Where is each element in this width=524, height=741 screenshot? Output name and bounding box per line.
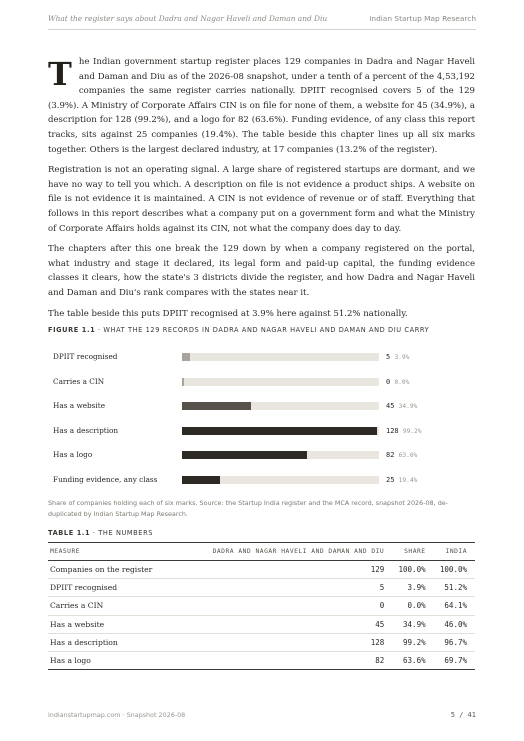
- table-cell: 63.6%: [392, 651, 433, 669]
- table-cell: 96.7%: [434, 633, 475, 651]
- figure-title: [48, 326, 475, 334]
- table-row: [48, 561, 475, 579]
- running-title: What the register says about Dadra and Nagar Haveli and Daman and Diu: [48, 14, 328, 23]
- paragraph-1-text: he Indian government startup register places 129 companies in Dadra and Nagar Haveli and Daman and Diu as of the 2026-08 snapshot, under a tenth of a percent of the 4,53,192 companies the same register carries nationally. DPIIT recognised covers 5 of the 129 (3.9%). A Ministry of Corporate Affairs CIN is on file for none of them, a website for 45 (34.9%), a description for 128 (99.2%), and a logo for 82 (63.6%). Funding evidence, of any class this report tracks, sits against 25 companies (19.4%). The table beside this chapter lines up all six marks together. Others is the largest declared industry, at 17 companies (13.2% of the register).: [48, 57, 475, 155]
- data-label-count: 25: [386, 475, 399, 484]
- table-label: TABLE 1.1: [48, 529, 91, 537]
- page-header: [48, 14, 476, 30]
- table-cell: Has a website: [48, 615, 180, 633]
- paragraph-1: [48, 55, 475, 157]
- table-cell: Companies on the register: [48, 561, 180, 579]
- table-row: [48, 651, 475, 669]
- table-body: [48, 561, 475, 670]
- table-row: [48, 579, 475, 597]
- table-cell: 100.0%: [434, 561, 475, 579]
- bar: [182, 451, 307, 459]
- chart-row: [48, 425, 475, 437]
- table-cell: 0.0%: [392, 597, 433, 615]
- table-cell: 3.9%: [392, 579, 433, 597]
- table-cell: 46.0%: [434, 615, 475, 633]
- bar: [182, 378, 184, 386]
- table-cell: 51.2%: [434, 579, 475, 597]
- data-label: [386, 449, 417, 462]
- data-label-percent: 99.2%: [402, 427, 422, 435]
- bar-track: [182, 451, 379, 459]
- figure-title-text: · WHAT THE 129 RECORDS IN DADRA AND NAGAR HAVELI AND DAMAN AND DIU CARRY: [95, 326, 430, 334]
- table-cell: 5: [180, 579, 392, 597]
- data-label: [386, 474, 417, 487]
- chart-row: [48, 449, 475, 461]
- chart-category-label: Carries a CIN: [53, 376, 105, 386]
- table-cell: 129: [180, 561, 392, 579]
- table-title: [48, 529, 153, 537]
- bar-track: [182, 476, 379, 484]
- chart-category-label: DPIIT recognised: [53, 352, 118, 361]
- data-label-percent: 63.6%: [398, 452, 418, 459]
- column-header: SHARE: [392, 543, 433, 561]
- data-label-percent: 3.9%: [394, 354, 410, 361]
- bar: [182, 353, 190, 361]
- drop-cap: T: [48, 55, 72, 93]
- data-label: [386, 376, 409, 389]
- data-label-count: 0: [386, 377, 395, 386]
- table-cell: 0: [180, 597, 392, 615]
- data-label-percent: 19.4%: [398, 476, 418, 484]
- chart-row: [48, 351, 475, 363]
- table-row: [48, 597, 475, 615]
- table-cell: 64.1%: [434, 597, 475, 615]
- column-header: MEASURE: [48, 543, 180, 561]
- table-header-row: [48, 543, 475, 561]
- bar-track: [182, 378, 379, 386]
- chart-row: [48, 400, 475, 412]
- chart-category-label: Funding evidence, any class: [53, 474, 158, 484]
- column-header: INDIA: [434, 543, 475, 561]
- figure-caption: Share of companies holding each of six marks. Source: the Startup India register and the MCA record, snapshot 2026-08, de-duplicated by Indian Startup Map Research.: [48, 499, 448, 518]
- chart-category-label: Has a logo: [53, 450, 93, 459]
- data-label-count: 5: [386, 353, 395, 361]
- table-cell: 128: [180, 633, 392, 651]
- data-label-count: 82: [386, 451, 399, 459]
- footer-source: indianstartupmap.com · Snapshot 2026-08: [48, 711, 186, 719]
- bar-track: [182, 427, 379, 435]
- data-label: [386, 425, 422, 438]
- table-cell: 69.7%: [434, 651, 475, 669]
- data-label-percent: 0.0%: [394, 378, 410, 386]
- chart-row: [48, 474, 475, 486]
- bar: [182, 427, 377, 435]
- figure-label: FIGURE 1.1: [48, 326, 96, 334]
- bar: [182, 402, 251, 410]
- column-header: DADRA AND NAGAR HAVELI AND DAMAN AND DIU: [180, 543, 392, 561]
- table-row: [48, 633, 475, 651]
- table-row: [48, 615, 475, 633]
- data-label: [386, 351, 409, 364]
- bar-track: [182, 353, 379, 361]
- chapter-body: [48, 55, 475, 327]
- bar: [182, 476, 220, 484]
- data-label-percent: 34.9%: [398, 403, 418, 410]
- table-cell: Carries a CIN: [48, 597, 180, 615]
- table-cell: 45: [180, 615, 392, 633]
- table-cell: Has a logo: [48, 651, 180, 669]
- data-label-count: 45: [386, 402, 399, 410]
- bar-track: [182, 402, 379, 410]
- table-cell: Has a description: [48, 633, 180, 651]
- paragraph-2: Registration is not an operating signal. A large share of registered startups are dormant, and we have no way to tell you which. A description on file is not evidence a product ships. A website on file is not evidence it is maintained. A CIN is not evidence of revenue or of staff. Everything that follows in this report describes what a company put on a government form and what the Ministry of Corporate Affairs holds against its CIN, not what the company does day to day.: [48, 165, 475, 234]
- table-cell: DPIIT recognised: [48, 579, 180, 597]
- chart-category-label: Has a description: [53, 425, 119, 435]
- table-cell: 34.9%: [392, 615, 433, 633]
- page-footer: [48, 711, 476, 719]
- table-cell: 99.2%: [392, 633, 433, 651]
- table-cell: 100.0%: [392, 561, 433, 579]
- data-label-count: 128: [386, 426, 403, 435]
- page-number: 5 / 41: [450, 711, 476, 719]
- table-cell: 82: [180, 651, 392, 669]
- chart-row: [48, 376, 475, 388]
- paragraph-3: The chapters after this one break the 129 down by when a company registered on the portal, what industry and stage it declared, its legal form and paid-up capital, the funding evidence classes it clears, how the state's 3 districts divide the register, and how Dadra and Nagar Haveli and Daman and Diu's rank compares with the states near it.: [48, 244, 475, 298]
- table-title-text: · THE NUMBERS: [90, 529, 154, 537]
- data-label: [386, 400, 417, 413]
- paragraph-4: The table beside this puts DPIIT recognised at 3.9% here against 51.2% nationally.: [48, 308, 408, 319]
- publication-name: Indian Startup Map Research: [369, 14, 476, 23]
- chart-category-label: Has a website: [53, 401, 106, 410]
- numbers-table: [48, 542, 475, 670]
- bar-chart: [48, 340, 475, 488]
